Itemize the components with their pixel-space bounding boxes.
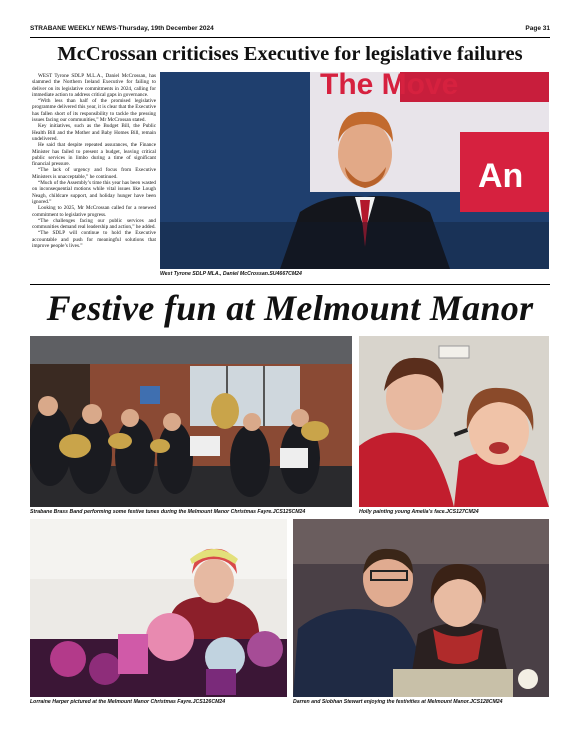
article-paragraph: WEST Tyrone SDLP M.L.A., Daniel McCrossan, has slammed the Northern Ireland Executive for failing to deliver on its legislative commitments in 2024, calling for immediate action to address critical gaps in governance.	[32, 73, 156, 98]
article-body	[32, 73, 156, 281]
lorraine-harper-caption: Lorraine Harper pictured at the Melmount Manor Christmas Fayre.JCS126CM24	[30, 699, 226, 705]
face-painting-photo-art	[359, 336, 549, 507]
article-paragraph: Looking to 2025, Mr McCrossan called for a renewed commitment to legislative progress.	[32, 205, 156, 218]
article-paragraph: Key initiatives, such as the Budget Bill, the Public Health Bill and the Mother and Baby Homes Bill, remain undelivered.	[32, 123, 156, 142]
banner-text-2: An	[478, 157, 524, 195]
lorraine-harper-photo-art	[30, 519, 287, 697]
face-painting-caption: Holly painting young Amelia’s face.JCS127CM24	[359, 509, 479, 515]
lorraine-harper-photo	[30, 519, 287, 697]
brass-band-photo-art	[30, 336, 352, 507]
paper-date-line: STRABANE WEEKLY NEWS-Thursday, 19th December 2024	[30, 25, 214, 32]
darren-siobhan-photo-art	[293, 519, 549, 697]
banner-text-1: The Move	[320, 72, 459, 101]
article-paragraph: He said that despite repeated assurances, the Finance Minister has failed to present a budget, leaving critical public services in limbo during a time of significant financial pressure.	[32, 142, 156, 168]
page-header	[30, 25, 550, 37]
darren-siobhan-caption: Darren and Siobhan Stewart enjoying the festivities at Melmount Manor.JCS128CM24	[293, 699, 503, 705]
article-paragraph: “The challenges facing our public services and communities demand real leadership and action,” he added.	[32, 217, 156, 231]
darren-siobhan-photo	[293, 519, 549, 697]
brass-band-photo	[30, 336, 352, 507]
article-paragraph: “The lack of urgency and focus from Executive Ministers is unacceptable,” he continued.	[32, 167, 156, 180]
mccrossan-photo	[160, 72, 549, 269]
section-rule	[30, 284, 550, 285]
article-paragraph: “The SDLP will continue to hold the Executive accountable and push for meaningful solutions that improve people’s lives.”	[32, 230, 156, 250]
mccrossan-photo-art	[160, 72, 549, 269]
feature-headline: Festive fun at Melmount Manor	[46, 288, 534, 328]
face-painting-photo	[359, 336, 549, 507]
header-rule	[30, 37, 550, 38]
mccrossan-caption: West Tyrone SDLP MLA., Daniel McCrossan.SU4667CM24	[160, 271, 302, 277]
article-paragraph: “Much of the Assembly’s time this year has been wasted on inconsequential motions while vital issues like Lough Neagh, childcare support, and holiday hunger have been ignored.”	[32, 180, 156, 205]
page-number: Page 31	[525, 25, 550, 32]
article-headline: McCrossan criticises Executive for legislative failures	[57, 43, 523, 65]
brass-band-caption: Strabane Brass Band performing some festive tunes during the Melmount Manor Christmas Fayre.JCS125CM24	[30, 509, 306, 515]
article-paragraph: “With less than half of the promised legislative programme delivered this year, it is clear that the Executive has fallen short of its responsibility to tackle the pressing issues facing our communities,” Mr McCrossan stated.	[32, 98, 156, 124]
